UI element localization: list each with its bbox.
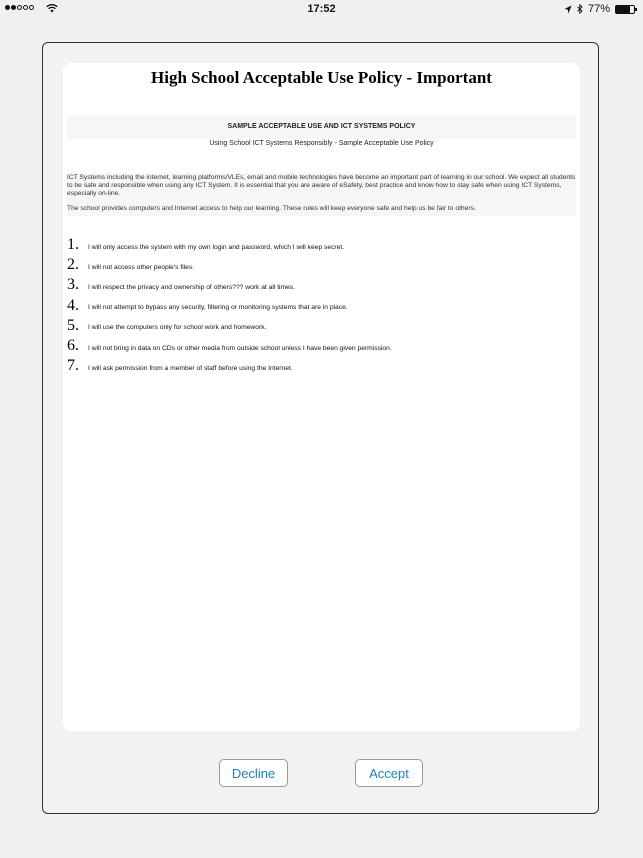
intro-section bbox=[67, 173, 576, 216]
rule-text: I will ask permission from a member of staff before using the Internet. bbox=[88, 364, 293, 372]
rule-number: 4. bbox=[67, 296, 79, 314]
policy-subheading: Using School ICT Systems Responsibly - Sample Acceptable Use Policy bbox=[209, 140, 434, 147]
policy-document[interactable] bbox=[63, 63, 580, 731]
rule-number: 5. bbox=[67, 316, 79, 334]
rule-number: 3. bbox=[67, 276, 79, 294]
rule-item bbox=[67, 255, 576, 275]
decline-button[interactable]: Decline bbox=[219, 759, 288, 787]
rule-text: I will respect the privacy and ownership of others??? work at all times. bbox=[88, 283, 296, 291]
rule-item bbox=[67, 275, 576, 295]
rule-item bbox=[67, 336, 576, 356]
rule-item bbox=[67, 356, 576, 376]
intro-paragraph: The school provides computers and Internet access to help our learning. These rules will keep everyone safe and help us be fair to others. bbox=[67, 205, 476, 212]
location-arrow-icon bbox=[564, 5, 572, 14]
rule-item bbox=[67, 235, 576, 255]
rule-item bbox=[67, 296, 576, 316]
rule-text: I will only access the system with my own login and password, which I will keep secret. bbox=[88, 243, 345, 251]
rule-number: 7. bbox=[67, 357, 79, 375]
policy-heading: SAMPLE ACCEPTABLE USE AND ICT SYSTEMS POLICY bbox=[67, 115, 576, 139]
battery-percentage: 77% bbox=[587, 3, 610, 15]
rule-text: I will use the computers only for school work and homework. bbox=[88, 324, 267, 332]
status-right-group bbox=[564, 3, 635, 15]
rule-number: 6. bbox=[67, 337, 79, 355]
rule-text: I will not attempt to bypass any security, filtering or monitoring systems that are in place. bbox=[88, 304, 348, 312]
policy-dialog bbox=[42, 42, 599, 814]
rule-number: 1. bbox=[67, 236, 79, 254]
rule-text: I will not bring in data on CDs or other media from outside school unless I have been given permission. bbox=[88, 344, 392, 352]
document-title: High School Acceptable Use Policy - Important bbox=[151, 68, 492, 87]
battery-icon bbox=[615, 5, 635, 14]
rule-item bbox=[67, 316, 576, 336]
rules-list bbox=[67, 235, 576, 376]
intro-paragraph: ICT Systems including the internet, learning platforms/VLEs, email and mobile technologies have become an important part of learning in our school. We expect all students to be safe and responsible when using any ICT System. It is essential that you are aware of eSafety, best practice and know how to stay safe when using ICT Systems, especially on-line. bbox=[67, 174, 576, 197]
accept-button[interactable]: Accept bbox=[355, 759, 423, 787]
battery-level-fill bbox=[616, 6, 630, 13]
status-time: 17:52 bbox=[307, 3, 336, 15]
rule-text: I will not access other people's files. bbox=[88, 263, 195, 271]
rule-number: 2. bbox=[67, 256, 79, 274]
status-bar bbox=[0, 0, 643, 20]
bluetooth-icon bbox=[577, 4, 583, 14]
